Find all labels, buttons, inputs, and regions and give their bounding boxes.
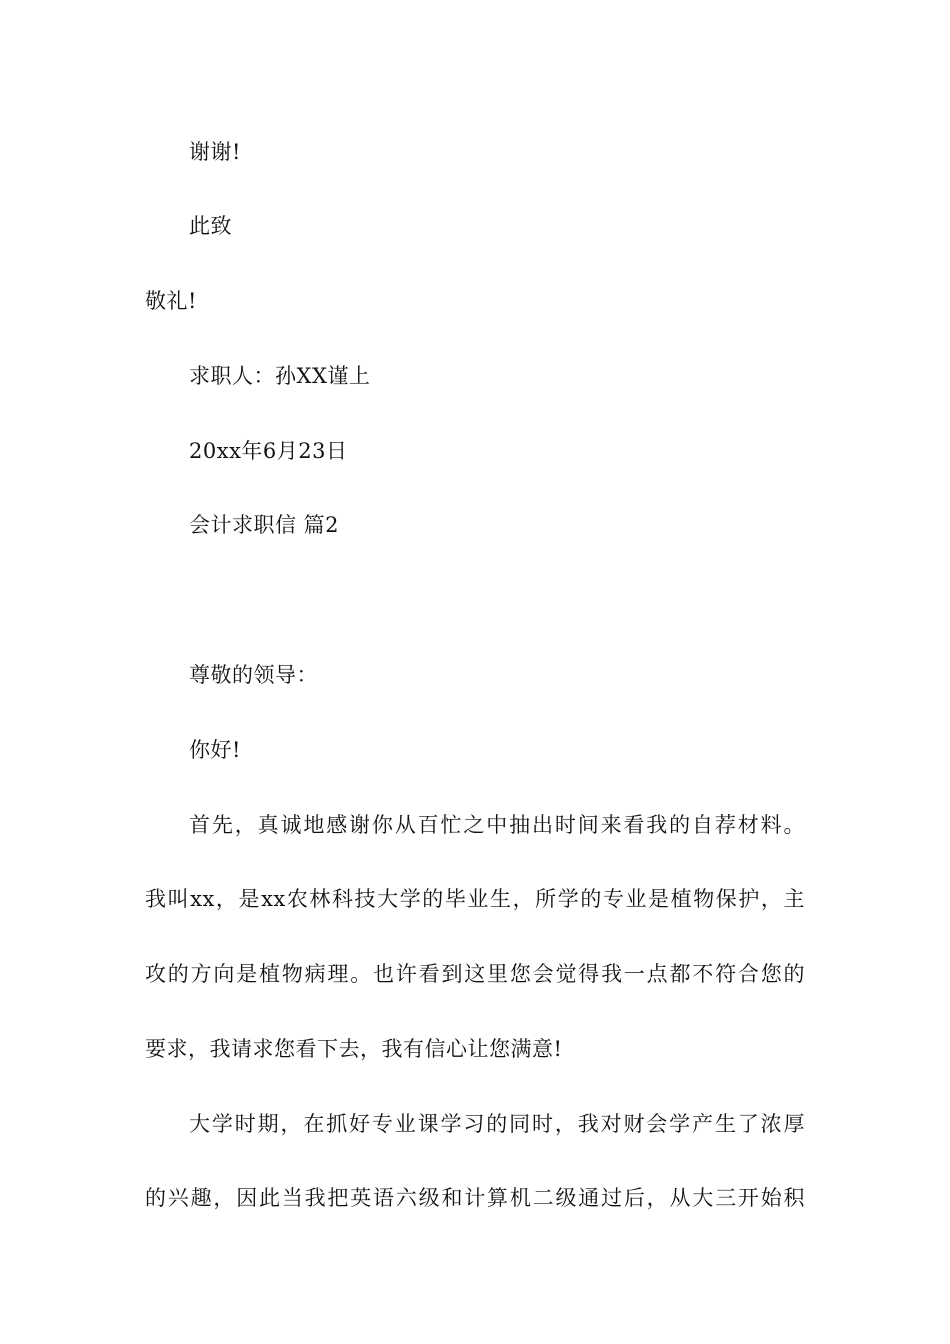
paragraph-line: 要求，我请求您看下去，我有信心让您满意! bbox=[145, 1037, 563, 1061]
closing-thanks: 谢谢! bbox=[189, 140, 241, 164]
closing-salutation: 此致 bbox=[189, 214, 232, 238]
paragraph-line: 首先，真诚地感谢你从百忙之中抽出时间来看我的自荐材料。 bbox=[189, 813, 805, 837]
paragraph-line: 的兴趣，因此当我把英语六级和计算机二级通过后，从大三开始积 bbox=[145, 1186, 805, 1210]
paragraph-line: 大学时期，在抓好专业课学习的同时，我对财会学产生了浓厚 bbox=[189, 1112, 805, 1136]
date: 20xx年6月23日 bbox=[189, 439, 348, 463]
greeting-salutation: 尊敬的领导： bbox=[189, 663, 318, 687]
signature: 求职人：孙XX谨上 bbox=[189, 364, 371, 388]
paragraph-line: 攻的方向是植物病理。也许看到这里您会觉得我一点都不符合您的 bbox=[145, 962, 805, 986]
closing-regards: 敬礼! bbox=[145, 289, 197, 313]
greeting: 你好! bbox=[189, 738, 241, 762]
section-title: 会计求职信 篇2 bbox=[189, 513, 340, 537]
paragraph-line: 我叫xx，是xx农林科技大学的毕业生，所学的专业是植物保护，主 bbox=[145, 887, 805, 911]
